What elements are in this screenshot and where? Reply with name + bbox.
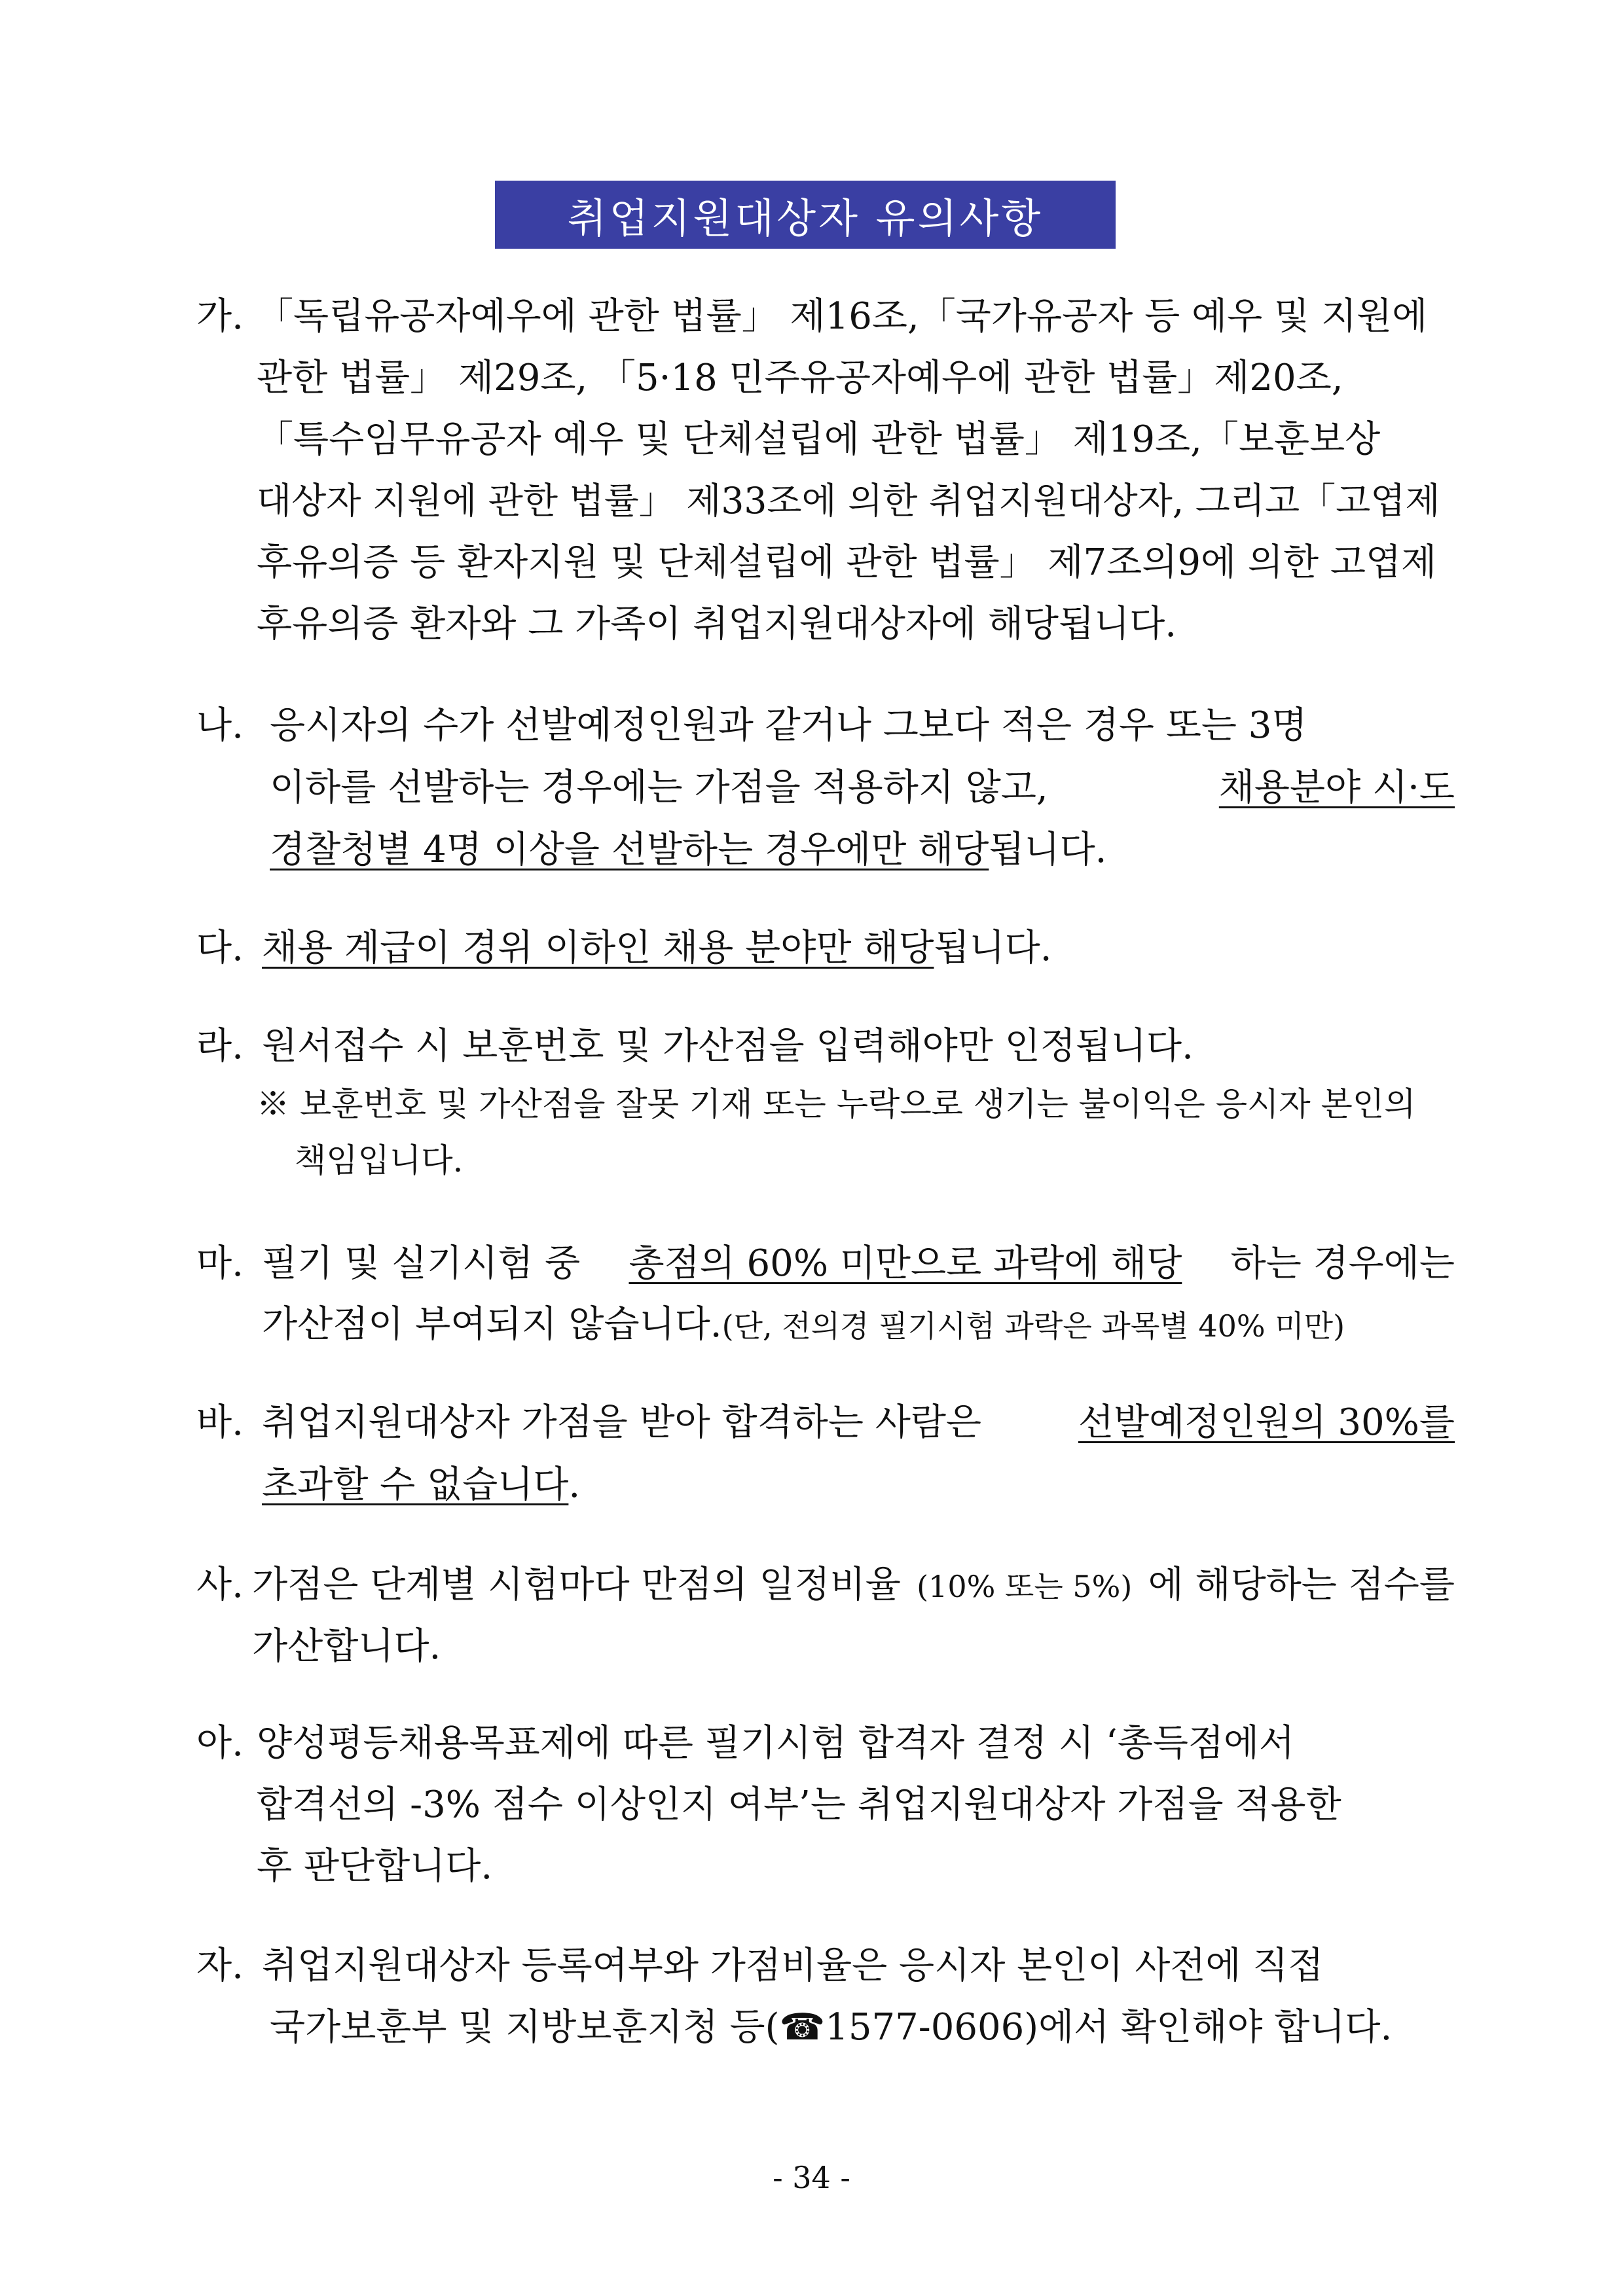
item-marker-a: 아.	[196, 1722, 244, 1765]
item-ma-emphasis: 총점의 60% 미만으로 과락에 해당	[629, 1242, 1182, 1285]
item-a-line-3: 후 판단합니다.	[257, 1845, 493, 1888]
item-ga-line-2: 관한 법률」 제29조, 「5·18 민주유공자예우에 관한 법률」제20조,	[257, 357, 1343, 399]
item-marker-ba: 바.	[196, 1401, 244, 1444]
item-sa-line-2: 가산합니다.	[252, 1625, 441, 1668]
item-ma-line-1-text-b: 하는 경우에는	[1230, 1242, 1455, 1285]
item-na-line-3-text: 됩니다.	[989, 829, 1107, 871]
item-marker-ja: 자.	[196, 1945, 244, 1987]
item-ra-note-line-2: 책임입니다.	[295, 1141, 464, 1179]
item-marker-da: 다.	[196, 927, 244, 969]
item-ba-emphasis-1: 선발예정인원의 30%를	[1078, 1401, 1455, 1444]
page-number: - 34 -	[773, 2160, 850, 2195]
item-ga-line-4: 대상자 지원에 관한 법률」 제33조에 의한 취업지원대상자, 그리고「고엽제	[257, 480, 1440, 522]
item-marker-ma: 마.	[196, 1242, 244, 1285]
item-a-line-2: 합격선의 -3% 점수 이상인지 여부’는 취업지원대상자 가점을 적용한	[257, 1784, 1341, 1826]
item-da-line-1-text: 됩니다.	[934, 927, 1052, 969]
item-ra-note-line-1: ※ 보훈번호 및 가산점을 잘못 기재 또는 누락으로 생기는 불이익은 응시자 본인의	[257, 1085, 1416, 1123]
item-da-line-1	[262, 926, 1447, 970]
item-a-line-1: 양성평등채용목표제에 따른 필기시험 합격자 결정 시 ‘총득점에서	[257, 1722, 1295, 1765]
item-ma-footnote: (단, 전의경 필기시험 과락은 과목별 40% 미만)	[721, 1308, 1345, 1344]
item-ma-line-1-text-a: 필기 및 실기시험 중	[262, 1242, 581, 1285]
item-ja-phone-text: 1577-0606)에서 확인해야 합니다.	[825, 2006, 1393, 2049]
item-ma-line-1	[262, 1242, 1455, 1285]
item-na-line-2-text: 이하를 선발하는 경우에는 가점을 적용하지 않고,	[270, 766, 1048, 809]
item-na-emphasis-2: 경찰청별 4명 이상을 선발하는 경우에만 해당	[270, 829, 989, 871]
phone-icon: ☎	[779, 2006, 826, 2049]
item-ga-line-5: 후유의증 등 환자지원 및 단체설립에 관한 법률」 제7조의9에 의한 고엽제	[257, 541, 1437, 584]
item-marker-sa: 사.	[196, 1564, 244, 1606]
item-ga-line-1: 「독립유공자예우에 관한 법률」 제16조,「국가유공자 등 예우 및 지원에	[257, 295, 1428, 338]
item-ja-line-2-text: 국가보훈부 및 지방보훈지청 등(	[270, 2006, 780, 2049]
item-ma-line-2	[262, 1302, 1455, 1346]
item-da-emphasis: 채용 계급이 경위 이하인 채용 분야만 해당	[262, 927, 934, 969]
item-ba-line-1	[262, 1401, 1455, 1444]
item-ma-line-2-text: 가산점이 부여되지 않습니다.	[262, 1303, 722, 1346]
item-na-line-3	[270, 828, 1455, 872]
item-ba-line-2-text: .	[568, 1463, 581, 1506]
item-ra-line-1: 원서접수 시 보훈번호 및 가산점을 입력해야만 인정됩니다.	[262, 1025, 1194, 1067]
item-ga-line-3: 「특수임무유공자 예우 및 단체설립에 관한 법률」 제19조,「보훈보상	[257, 418, 1381, 461]
item-marker-na: 나.	[196, 704, 244, 747]
item-ja-line-1: 취업지원대상자 등록여부와 가점비율은 응시자 본인이 사전에 직접	[262, 1945, 1324, 1987]
item-sa-line-1-text-b: 에 해당하는 점수를	[1148, 1564, 1455, 1606]
item-ga-line-6: 후유의증 환자와 그 가족이 취업지원대상자에 해당됩니다.	[257, 603, 1177, 645]
item-na-line-2	[270, 766, 1455, 810]
item-ba-line-1-text: 취업지원대상자 가점을 받아 합격하는 사람은	[262, 1401, 982, 1444]
page-title: 취업지원대상자 유의사항	[495, 181, 1116, 249]
item-sa-line-1-text-a: 가점은 단계별 시험마다 만점의 일정비율	[252, 1564, 901, 1606]
item-marker-ra: 라.	[196, 1025, 244, 1067]
item-marker-ga: 가.	[196, 295, 244, 338]
item-sa-ratio: (10% 또는 5%)	[917, 1569, 1133, 1604]
item-ba-emphasis-2: 초과할 수 없습니다	[262, 1463, 569, 1506]
item-sa-line-1	[252, 1563, 1455, 1607]
item-na-emphasis-1: 채용분야 시·도	[1218, 766, 1455, 809]
item-ja-line-2	[270, 2005, 1455, 2049]
item-na-line-1: 응시자의 수가 선발예정인원과 같거나 그보다 적은 경우 또는 3명	[270, 704, 1307, 747]
item-ba-line-2	[262, 1463, 1455, 1507]
